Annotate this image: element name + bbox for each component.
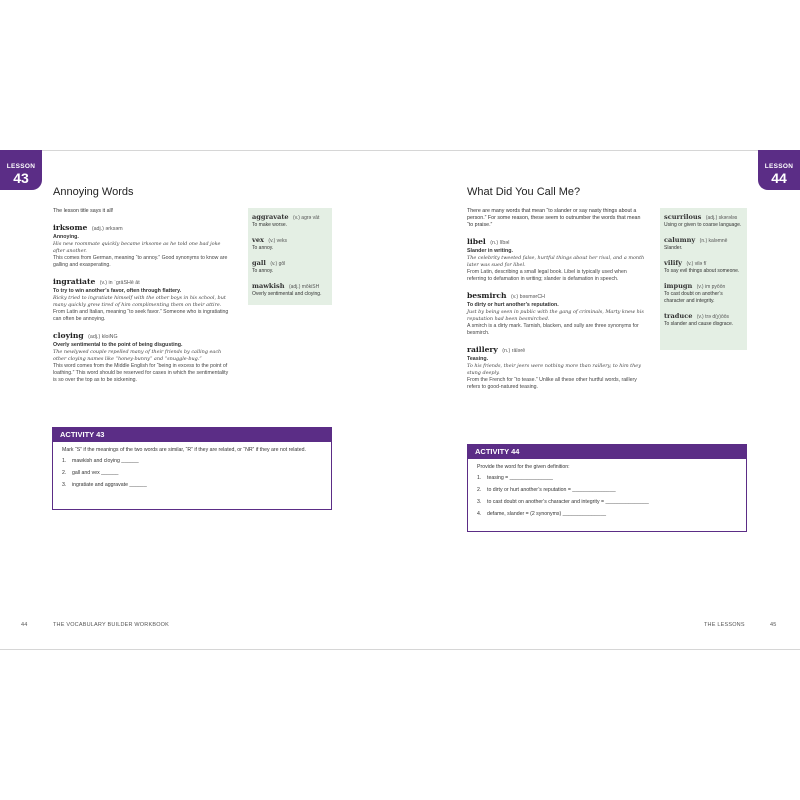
running-footer-left: THE VOCABULARY BUILDER WORKBOOK xyxy=(53,622,170,628)
sidebar-definition: To say evil things about someone. xyxy=(664,268,740,274)
etymology-note: From Latin, describing a small legal book. Libel is typically used when referring to defamation in writing; slander is defamation in speech. xyxy=(467,269,627,282)
activity-item xyxy=(62,458,322,465)
sidebar-pronunciation: (v.) veks xyxy=(268,238,287,244)
item-number: 2. xyxy=(477,487,482,493)
activity-box-43 xyxy=(52,427,332,510)
item-text: ingratiate and aggravate ______ xyxy=(72,482,147,488)
main-column xyxy=(53,208,231,384)
pronunciation: (v.) in ˈgrāSHē āt xyxy=(99,280,140,286)
vocab-word: cloying xyxy=(53,331,84,340)
sidebar-pronunciation: (v.) im pyōōn xyxy=(696,284,726,290)
pronunciation: (n.) rālərē xyxy=(502,348,526,354)
example-sentence: The celebrity tweeted false, hurtful things about her rival, and a month later was sued for libel. xyxy=(467,255,645,268)
activity-heading: ACTIVITY 44 xyxy=(468,445,746,459)
sidebar-word: vilify xyxy=(664,259,683,267)
definition: To dirty or hurt another’s reputation. xyxy=(467,302,559,308)
lesson-title: What Did You Call Me? xyxy=(467,186,581,198)
activity-item xyxy=(477,499,737,506)
spread-top-edge xyxy=(0,150,800,151)
sidebar-entry xyxy=(664,234,743,252)
item-text: to cast doubt on another’s character and integrity = _______________ xyxy=(487,499,649,505)
sidebar-definition: To cast doubt on another’s character and integrity. xyxy=(664,291,723,304)
pronunciation: (n.) lībəl xyxy=(490,240,510,246)
sidebar-entry xyxy=(664,280,743,305)
vocab-entry xyxy=(53,275,231,323)
lesson-tab-label: LESSON xyxy=(6,163,36,170)
activity-item xyxy=(62,482,322,489)
example-sentence: The newlywed couple repelled many of their friends by calling each other cloying names like “honey-bunny” and “snuggle-bug.” xyxy=(53,349,222,362)
page-number-left: 44 xyxy=(21,622,28,628)
sidebar-entry xyxy=(252,257,328,275)
sidebar-word: calumny xyxy=(664,236,696,244)
sidebar-pronunciation: (n.) kaləmnē xyxy=(699,238,728,244)
sidebar-word: impugn xyxy=(664,282,693,290)
vocab-entry xyxy=(53,329,231,384)
sidebar-definition: Overly sentimental and cloying. xyxy=(252,291,322,297)
sidebar-entry xyxy=(664,310,743,328)
sidebar-entry xyxy=(252,280,328,298)
definition: Teasing. xyxy=(467,356,489,362)
vocab-word: libel xyxy=(467,237,486,246)
sidebar-definition: To make worse. xyxy=(252,222,288,228)
etymology-note: From the French for “to tease.” Unlike all these other hurtful words, raillery refers to good-natured teasing. xyxy=(467,377,637,390)
example-sentence: Ricky tried to ingratiate himself with the other boys in his school, but many quickly grew tired of him complimenting them on their attire. xyxy=(53,295,226,308)
lesson-intro: The lesson title says it all! xyxy=(53,208,114,214)
activity-instructions: Mark “S” if the meanings of the two words are similar, “R” if they are related, or “NR” if they are not related. xyxy=(62,447,306,453)
lesson-tab-label: LESSON xyxy=(764,163,794,170)
main-column xyxy=(467,208,645,391)
item-text: gall and vex ______ xyxy=(72,470,119,476)
sidebar-entry xyxy=(252,211,328,229)
activity-item xyxy=(477,511,737,518)
sidebar-word: mawkish xyxy=(252,282,285,290)
lesson-intro: There are many words that mean “to slander or say nasty things about a person.” For some reason, these seem to outnumber the words that mean “to praise.” xyxy=(467,208,641,228)
activity-item xyxy=(477,487,737,494)
item-number: 3. xyxy=(62,482,67,488)
sidebar-definition: To annoy. xyxy=(252,268,274,274)
related-words-sidebar xyxy=(660,208,747,350)
pronunciation: (adj.) ərksəm xyxy=(91,226,123,232)
activity-body xyxy=(53,442,331,499)
etymology-note: A smirch is a dirty mark. Tarnish, blacken, and sully are three synonyms for besmirch. xyxy=(467,323,639,336)
page-number-right: 45 xyxy=(770,622,777,628)
sidebar-pronunciation: (v.) trə d(y)ōōs xyxy=(696,314,730,320)
sidebar-word: traduce xyxy=(664,312,693,320)
item-number: 4. xyxy=(477,511,482,517)
sidebar-word: aggravate xyxy=(252,213,289,221)
activity-instructions: Provide the word for the given definition: xyxy=(477,464,570,470)
vocab-word: besmirch xyxy=(467,291,507,300)
spread-bottom-edge xyxy=(0,649,800,650)
item-text: defame, slander = (2 synonyms) _______________ xyxy=(487,511,606,517)
definition: Overly sentimental to the point of being disgusting. xyxy=(53,342,183,348)
sidebar-definition: Slander. xyxy=(664,245,683,251)
sidebar-entry xyxy=(664,257,743,275)
sidebar-word: scurrilous xyxy=(664,213,702,221)
sidebar-pronunciation: (adj.) skərələs xyxy=(705,215,738,221)
activity-box-44 xyxy=(467,444,747,532)
item-number: 1. xyxy=(477,475,482,481)
activity-item xyxy=(477,475,737,482)
example-sentence: Just by being seen in public with the gang of criminals, Marty knew his reputation had been besmirched. xyxy=(467,309,644,322)
lesson-title: Annoying Words xyxy=(53,186,134,198)
lesson-tab-44 xyxy=(758,150,800,190)
vocab-word: ingratiate xyxy=(53,277,96,286)
vocab-entry xyxy=(467,343,645,391)
example-sentence: To his friends, their jeers were nothing more than raillery, to him they stung deeply. xyxy=(467,363,641,376)
running-footer-right: THE LESSONS xyxy=(704,622,745,628)
sidebar-pronunciation: (adj.) môkiSH xyxy=(288,284,320,290)
sidebar-pronunciation: (v.) agrə vāt xyxy=(293,215,320,221)
vocab-word: irksome xyxy=(53,223,88,232)
item-text: teasing = _______________ xyxy=(487,475,553,481)
lesson-tab-number: 43 xyxy=(13,170,29,186)
sidebar-entry xyxy=(252,234,328,252)
vocab-word: raillery xyxy=(467,345,498,354)
etymology-note: From Latin and Italian, meaning “to seek favor.” Someone who is ingratiating can often be annoying. xyxy=(53,309,229,322)
vocab-entry xyxy=(467,235,645,283)
vocab-entry xyxy=(467,289,645,337)
activity-heading: ACTIVITY 43 xyxy=(53,428,331,442)
sidebar-definition: To annoy. xyxy=(252,245,274,251)
sidebar-pronunciation: (v.) gôl xyxy=(270,261,286,267)
activity-body xyxy=(468,459,746,528)
sidebar-entry xyxy=(664,211,743,229)
definition: Slander in writing. xyxy=(467,248,513,254)
etymology-note: This word comes from the Middle English for “being in excess to the point of loathing.” This word should be reserved for cases in which the sentimentality is so over the top as to be sickening. xyxy=(53,363,229,383)
item-text: to dirty or hurt another’s reputation = _______________ xyxy=(487,487,616,493)
definition: Annoying. xyxy=(53,234,79,240)
lesson-tab-number: 44 xyxy=(771,170,787,186)
pronunciation: (adj.) kloiNG xyxy=(88,334,118,340)
sidebar-word: gall xyxy=(252,259,266,267)
etymology-note: This comes from German, meaning “to annoy.” Good synonyms to know are galling and exasperating. xyxy=(53,255,228,268)
sidebar-pronunciation: (v.) vilə fī xyxy=(686,261,707,267)
pronunciation: (v.) bəsmərCH xyxy=(510,294,545,300)
lesson-tab-43 xyxy=(0,150,42,190)
example-sentence: His new roommate quickly became irksome as he told one bad joke after another. xyxy=(53,241,221,254)
sidebar-definition: Using or given to coarse language. xyxy=(664,222,742,228)
item-number: 3. xyxy=(477,499,482,505)
definition: To try to win another’s favor, often through flattery. xyxy=(53,288,182,294)
vocab-entry xyxy=(53,221,231,269)
item-number: 2. xyxy=(62,470,67,476)
item-text: mawkish and cloying ______ xyxy=(72,458,139,464)
activity-item xyxy=(62,470,322,477)
sidebar-definition: To slander and cause disgrace. xyxy=(664,321,734,327)
related-words-sidebar xyxy=(248,208,332,305)
item-number: 1. xyxy=(62,458,67,464)
sidebar-word: vex xyxy=(252,236,264,244)
